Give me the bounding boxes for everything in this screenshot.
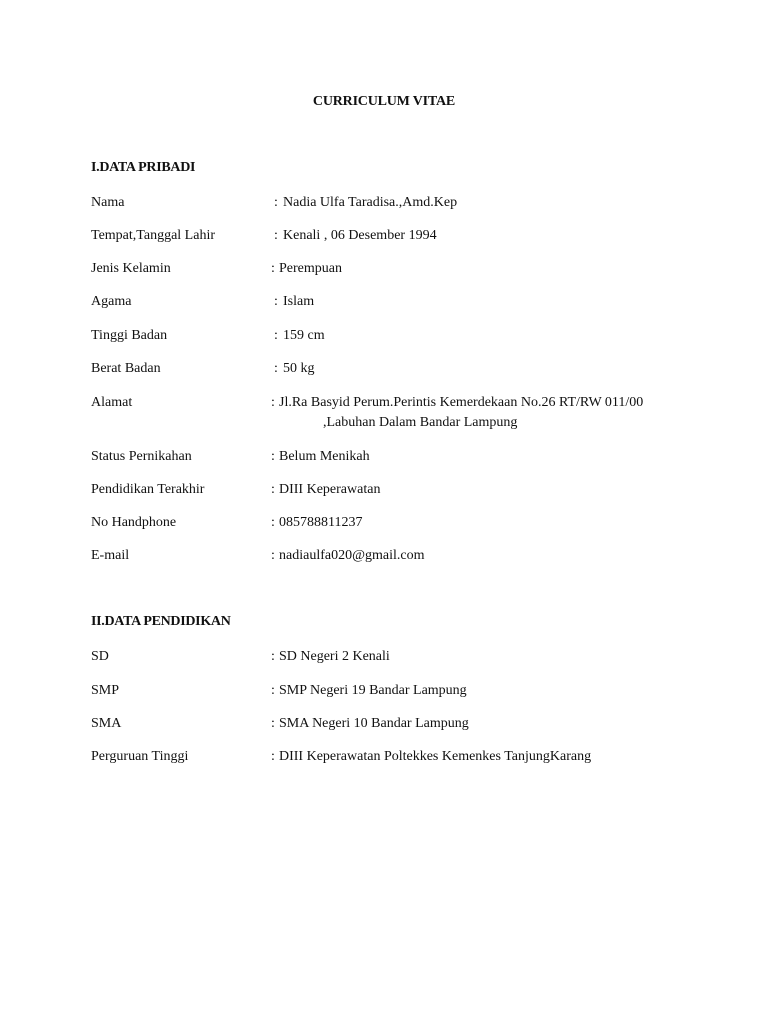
row-colon: : [271,515,275,530]
row-value: DIII Keperawatan Poltekkes Kemenkes TanjungKarang [279,749,592,764]
row-email [91,546,711,566]
row-height [91,326,711,346]
row-last-education [91,480,711,500]
row-label: Tinggi Badan [91,328,168,343]
row-label: SMA [91,716,122,731]
row-value: SMP Negeri 19 Bandar Lampung [279,683,467,698]
row-colon: : [271,395,275,410]
row-colon: : [271,261,275,276]
row-value: Jl.Ra Basyid Perum.Perintis Kemerdekaan No.26 RT/RW 011/00 [279,395,644,410]
row-address [91,393,711,433]
row-label: SD [91,649,109,664]
section-heading-education: II.DATA PENDIDIKAN [91,614,231,629]
row-weight [91,359,711,379]
row-colon: : [271,683,275,698]
row-colon: : [274,328,278,343]
row-marital-status [91,447,711,467]
row-colon: : [274,195,278,210]
row-smp [91,681,711,701]
row-colon: : [271,649,275,664]
row-university [91,747,711,767]
row-colon: : [271,716,275,731]
row-value: Perempuan [279,261,342,276]
row-gender [91,259,711,279]
row-colon: : [271,482,275,497]
row-value: Belum Menikah [279,449,370,464]
row-label: Berat Badan [91,361,161,376]
row-label: No Handphone [91,515,177,530]
row-label: SMP [91,683,120,698]
section-heading-personal: I.DATA PRIBADI [91,160,196,175]
row-sma [91,714,711,734]
row-value: 085788811237 [279,515,363,530]
row-name [91,193,711,213]
row-label: Alamat [91,395,133,410]
row-label: Tempat,Tanggal Lahir [91,228,215,243]
row-colon: : [271,749,275,764]
row-label: Pendidikan Terakhir [91,482,205,497]
row-phone [91,513,711,533]
row-value: Kenali , 06 Desember 1994 [283,228,437,243]
row-label: Nama [91,195,125,210]
row-religion [91,292,711,312]
row-label: E-mail [91,548,130,563]
row-colon: : [271,449,275,464]
row-value: SMA Negeri 10 Bandar Lampung [279,716,469,731]
document-title: CURRICULUM VITAE [312,94,456,109]
row-value-continued: ,Labuhan Dalam Bandar Lampung [323,415,518,430]
row-label: Perguruan Tinggi [91,749,189,764]
row-value: 50 kg [283,361,315,376]
row-value: Islam [283,294,315,309]
row-value: DIII Keperawatan [279,482,381,497]
row-label: Status Pernikahan [91,449,192,464]
row-value: 159 cm [283,328,325,343]
row-value: SD Negeri 2 Kenali [279,649,390,664]
row-label: Jenis Kelamin [91,261,171,276]
row-birth [91,226,711,246]
row-colon: : [274,361,278,376]
row-value: nadiaulfa020@gmail.com [279,548,425,563]
row-colon: : [271,548,275,563]
row-value: Nadia Ulfa Taradisa.,Amd.Kep [283,195,458,210]
row-colon: : [274,294,278,309]
row-colon: : [274,228,278,243]
row-sd [91,647,711,667]
row-label: Agama [91,294,132,309]
